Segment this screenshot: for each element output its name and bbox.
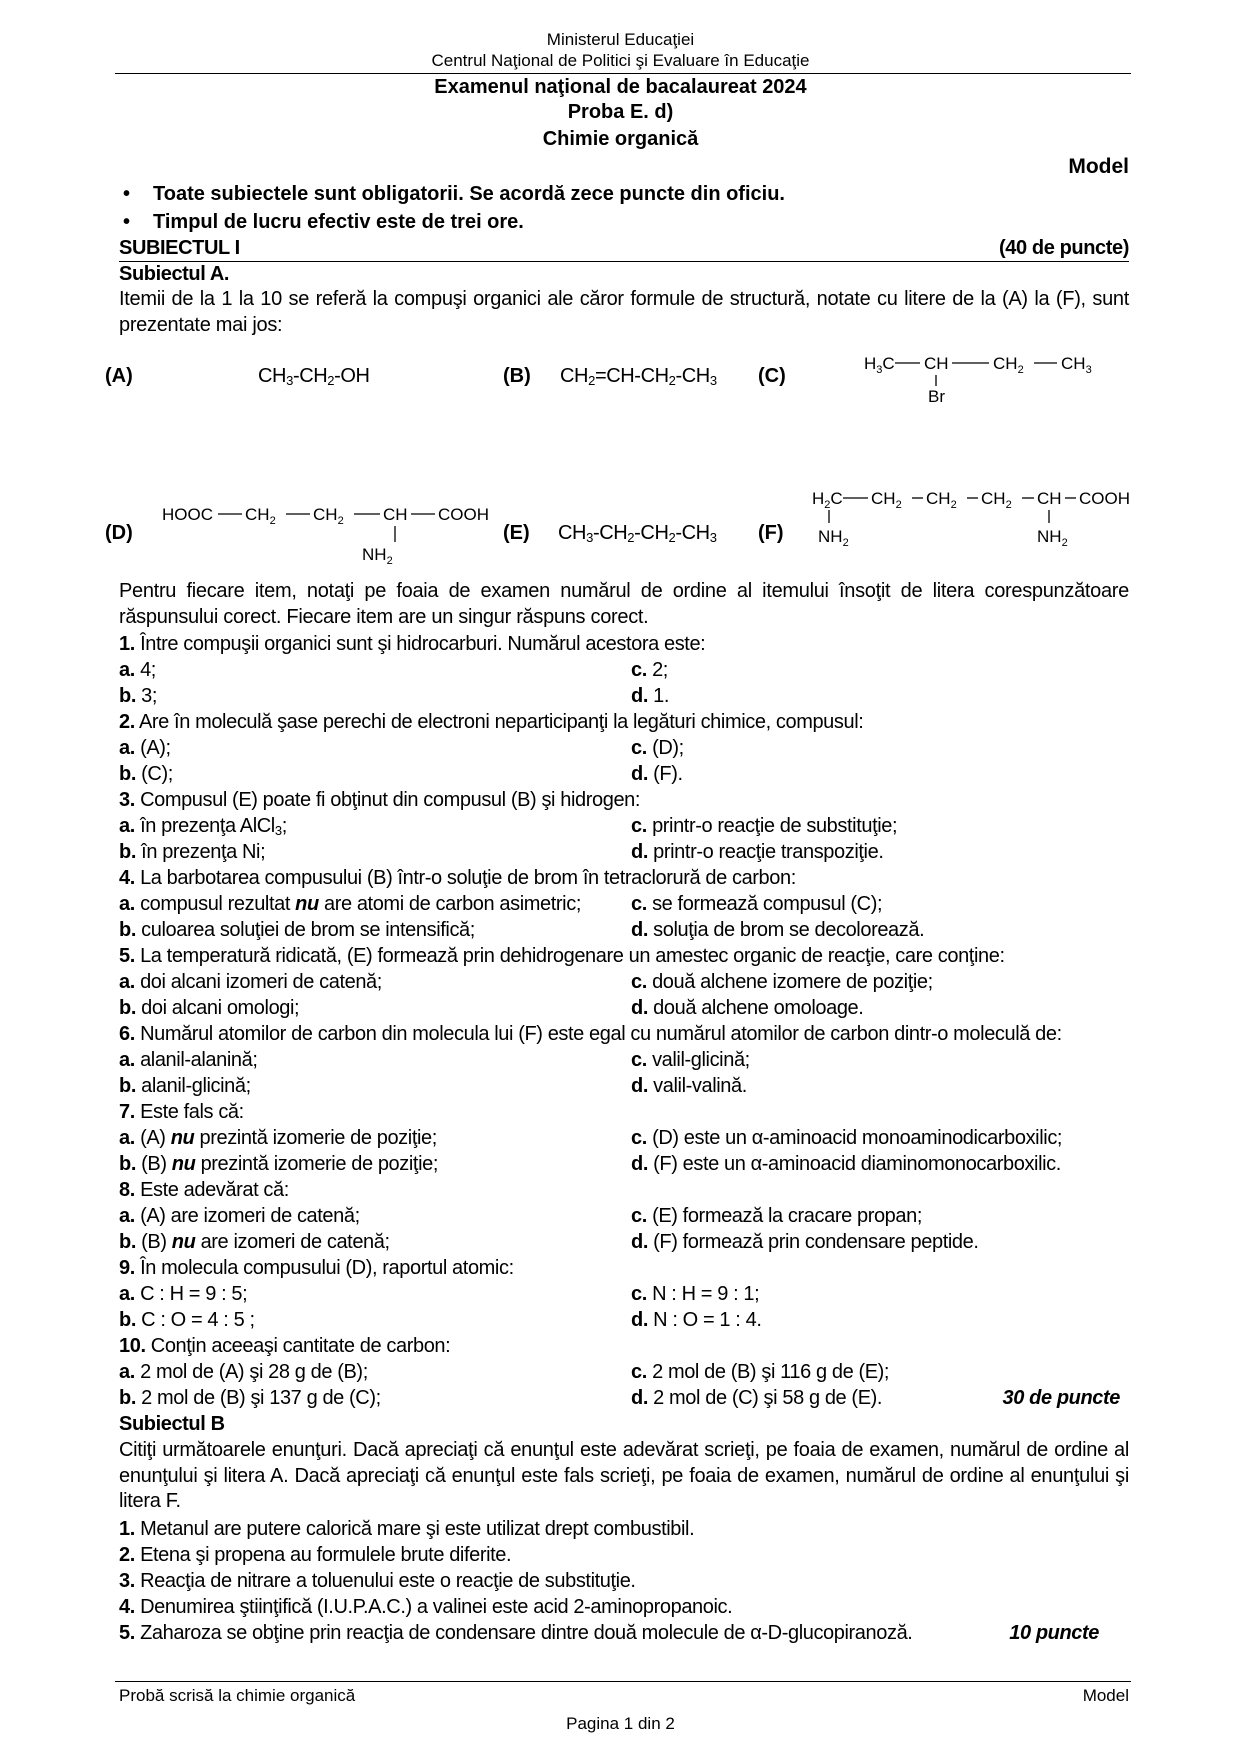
item-option-c: c. N : H = 9 : 1; (631, 1283, 760, 1305)
item-option-c: c. 2; (631, 659, 668, 681)
item-option-d: d. soluţia de brom se decolorează. (631, 919, 925, 941)
item-option-c: c. (E) formează la cracare propan; (631, 1205, 923, 1227)
item-question: 9. În molecula compusului (D), raportul atomic: (119, 1257, 514, 1279)
svg-text:CH: CH (383, 505, 408, 524)
item-option-d: d. printr-o reacţie transpoziţie. (631, 841, 884, 863)
svg-text:COOH: COOH (1079, 489, 1130, 508)
item-option-a: a. (A) nu prezintă izomerie de poziţie; (119, 1127, 437, 1149)
exam-subject: Chimie organică (542, 128, 699, 150)
svg-text:H2C: $H_2C$ (812, 489, 843, 511)
item-option-b: b. (B) nu prezintă izomerie de poziţie; (119, 1153, 438, 1175)
compound-F-label: (F) (758, 522, 784, 544)
svg-text:CH: CH (1037, 489, 1062, 508)
subiectul-B-points: 10 puncte (1009, 1622, 1099, 1644)
statement: 1. Metanul are putere calorică mare şi este utilizat drept combustibil. (119, 1518, 695, 1540)
header-ministry: Ministerul Educaţiei (546, 30, 695, 49)
compound-B-label: (B) (503, 365, 531, 387)
item-option-a: a. C : H = 9 : 5; (119, 1283, 248, 1305)
page-number: Pagina 1 din 2 (566, 1714, 675, 1733)
compound-D-label: (D) (105, 522, 133, 544)
item-question: 6. Numărul atomilor de carbon din molecula lui (F) este egal cu numărul atomilor de carbon dintr-o moleculă de: (119, 1023, 1062, 1045)
footer-left: Probă scrisă la chimie organică (119, 1686, 356, 1705)
item-option-b: b. 2 mol de (B) şi 137 g de (C); (119, 1387, 381, 1409)
statement: 2. Etena şi propena au formulele brute diferite. (119, 1544, 512, 1566)
svg-text:CH: CH (924, 354, 949, 373)
compound-B-formula: $CH_2=CH-CH_2-CH_3$ (560, 365, 717, 388)
item-option-c: c. două alchene izomere de poziţie; (631, 971, 933, 993)
item-question: 8. Este adevărat că: (119, 1179, 289, 1201)
subiectul-I-points: (40 de puncte) (999, 237, 1129, 259)
item-question: 5. La temperatură ridicată, (E) formează prin dehidrogenare un amestec organic de reacţie, care conţine: (119, 945, 1005, 967)
svg-text:CH2: $CH_2$ (245, 505, 276, 527)
svg-text:CH2: $CH_2$ (981, 489, 1012, 511)
svg-text:CH2: $CH_2$ (313, 505, 344, 527)
compound-F-structure (812, 482, 1140, 552)
svg-text:CH2: $CH_2$ (993, 354, 1024, 376)
item-option-a: a. alanil-alanină; (119, 1049, 258, 1071)
item-question: 2. Are în moleculă şase perechi de electroni neparticipanţi la legături chimice, compusul: (119, 711, 864, 733)
svg-text:Br: Br (928, 387, 945, 406)
item-question: 4. La barbotarea compusului (B) într-o soluţie de brom în tetraclorură de carbon: (119, 867, 796, 889)
svg-text:NH2: $NH_2$ (1037, 527, 1068, 549)
item-option-d: d. N : O = 1 : 4. (631, 1309, 762, 1331)
item-option-b: b. alanil-glicină; (119, 1075, 251, 1097)
compound-A-label: (A) (105, 365, 133, 387)
item-option-b: b. 3; (119, 685, 158, 707)
subiectul-A-title: Subiectul A. (119, 263, 230, 285)
subiectul-B-intro: Citiţi următoarele enunţuri. Dacă apreciaţi că enunţul este adevărat scrieţi, pe foaia de examen, numărul de ordine al enunţului şi litera A. Dacă apreciaţi că enunţul este fals scrieţi, pe foaia de examen, numărul de ordine al enunţului şi litera F. (119, 1439, 1129, 1512)
item-option-d: d. 2 mol de (C) şi 58 g de (E). (631, 1387, 883, 1409)
item-option-a: a. 2 mol de (A) şi 28 g de (B); (119, 1361, 368, 1383)
compound-C-structure (862, 345, 1102, 405)
model-label: Model (1068, 155, 1129, 178)
item-option-d: d. valil-valină. (631, 1075, 747, 1097)
item-option-a: a. în prezenţa AlCl$_3$; (119, 815, 287, 838)
svg-text:CH2: $CH_2$ (926, 489, 957, 511)
subiectul-A-instructions: Pentru fiecare item, notaţi pe foaia de examen numărul de ordine al itemului însoţit de litera corespunzătoare răspunsului corect. Fiecare item are un singur răspuns corect. (119, 580, 1129, 628)
footer-right: Model (1082, 1686, 1129, 1705)
item-option-d: d. 1. (631, 685, 670, 707)
svg-text:CH3: $CH_3$ (1061, 354, 1092, 376)
item-option-a: a. 4; (119, 659, 156, 681)
svg-text:NH2: $NH_2$ (818, 527, 849, 549)
item-option-c: c. se formează compusul (C); (631, 893, 883, 915)
item-option-c: c. valil-glicină; (631, 1049, 750, 1071)
item-option-b: b. (C); (119, 763, 173, 785)
statement: 4. Denumirea ştiinţifică (I.U.P.A.C.) a valinei este acid 2-aminopropanoic. (119, 1596, 733, 1618)
subiectul-A-intro: Itemii de la 1 la 10 se referă la compuşi organici ale căror formule de structură, notate cu litere de la (A) la (F), sunt prezentate mai jos: (119, 288, 1129, 336)
statement: 5. Zaharoza se obţine prin reacţia de condensare dintre două molecule de α-D-glucopiranoză. (119, 1622, 913, 1644)
item-option-d: d. (F). (631, 763, 683, 785)
item-option-b: b. (B) nu are izomeri de catenă; (119, 1231, 390, 1253)
item-option-b: b. culoarea soluţiei de brom se intensifică; (119, 919, 475, 941)
item-option-c: c. (D) este un α-aminoacid monoaminodicarboxilic; (631, 1127, 1063, 1149)
item-option-d: d. (F) este un α-aminoacid diaminomonocarboxilic. (631, 1153, 1061, 1175)
compound-C-label: (C) (758, 365, 786, 387)
item-question: 7. Este fals că: (119, 1101, 244, 1123)
statement: 3. Reacţia de nitrare a toluenului este o reacţie de substituţie. (119, 1570, 636, 1592)
svg-text:NH2: $NH_2$ (362, 545, 393, 567)
compound-A-formula: $CH_3-CH_2-OH$ (258, 365, 370, 388)
item-option-c: c. printr-o reacţie de substituţie; (631, 815, 898, 837)
bullet-rule-1: • Toate subiectele sunt obligatorii. Se acordă zece puncte din oficiu. (123, 183, 785, 205)
item-option-b: b. în prezenţa Ni; (119, 841, 266, 863)
item-option-a: a. doi alcani izomeri de catenă; (119, 971, 382, 993)
compound-D-structure (162, 500, 489, 570)
item-question: 10. Conţin aceeaşi cantitate de carbon: (119, 1335, 451, 1357)
item-option-a: a. (A); (119, 737, 171, 759)
bullet-rule-2: • Timpul de lucru efectiv este de trei ore. (123, 211, 524, 233)
item-option-d: d. (F) formează prin condensare peptide. (631, 1231, 979, 1253)
header-divider (115, 73, 1131, 74)
compound-E-label: (E) (503, 522, 530, 544)
footer-divider (115, 1681, 1131, 1682)
item-option-b: b. C : O = 4 : 5 ; (119, 1309, 255, 1331)
item-option-a: a. compusul rezultat nu are atomi de carbon asimetric; (119, 893, 581, 915)
item-option-a: a. (A) are izomeri de catenă; (119, 1205, 360, 1227)
exam-title: Examenul naţional de bacalaureat 2024 (434, 76, 807, 98)
svg-text:CH2: $CH_2$ (871, 489, 902, 511)
subiectul-A-points: 30 de puncte (1002, 1387, 1120, 1409)
svg-text:COOH: COOH (438, 505, 489, 524)
svg-text:H3C: $H_3C$ (864, 354, 895, 376)
compound-E-formula: $CH_3-CH_2-CH_2-CH_3$ (558, 522, 717, 545)
item-option-b: b. doi alcani omologi; (119, 997, 300, 1019)
subiectul-I-title: SUBIECTUL I (119, 237, 240, 259)
svg-text:HOOC: HOOC (162, 505, 213, 524)
item-option-c: c. 2 mol de (B) şi 116 g de (E); (631, 1361, 890, 1383)
item-option-d: d. două alchene omoloage. (631, 997, 864, 1019)
subiectul-B-title: Subiectul B (119, 1413, 225, 1435)
item-option-c: c. (D); (631, 737, 684, 759)
header-center: Centrul Naţional de Politici şi Evaluare în Educaţie (431, 51, 810, 70)
item-question: 1. Între compuşii organici sunt şi hidrocarburi. Numărul acestora este: (119, 633, 706, 655)
exam-proba: Proba E. d) (567, 101, 674, 123)
subiectul-I-underline (119, 261, 1129, 262)
item-question: 3. Compusul (E) poate fi obţinut din compusul (B) şi hidrogen: (119, 789, 641, 811)
